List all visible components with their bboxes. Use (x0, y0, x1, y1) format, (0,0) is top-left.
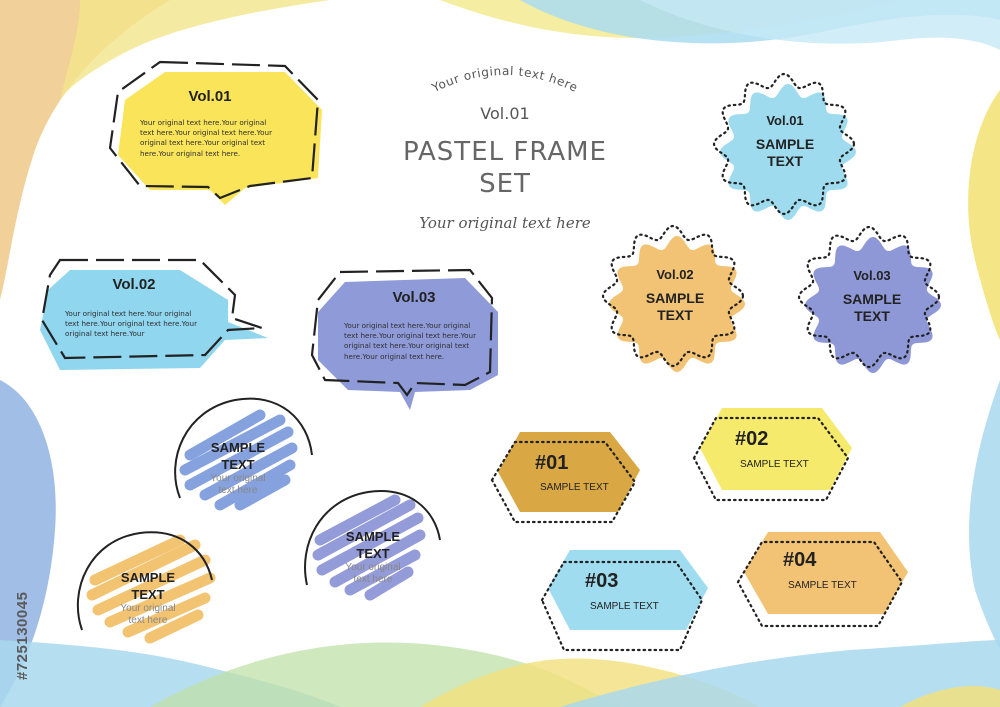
hexagon-2 (694, 408, 852, 500)
hexagon-3-label: SAMPLE TEXT (590, 601, 659, 612)
badge-3-line2: TEXT (854, 308, 890, 324)
hexagon-2-label: SAMPLE TEXT (740, 459, 809, 470)
page-title-line2: SET (479, 169, 531, 199)
hexagon-4-number: #04 (783, 549, 817, 571)
hexagon-4 (738, 532, 908, 626)
badge-3-vol: Vol.03 (853, 268, 891, 283)
badge-1-vol: Vol.01 (766, 113, 804, 128)
title-vol: Vol.01 (480, 104, 530, 123)
speech-bubble-3-vol: Vol.03 (392, 289, 436, 306)
speech-bubble-1-vol: Vol.01 (188, 88, 232, 105)
scribble-1-sub1: Your original (210, 473, 266, 484)
scribble-1-text (188, 439, 288, 497)
badge-2-line2: TEXT (657, 307, 693, 323)
scribble-3-text (98, 569, 198, 627)
badge-3-text (827, 267, 917, 325)
badge-1-text (740, 112, 830, 170)
speech-bubble-3-body: Your original text here.Your original text here.Your original text here.Your original text here.Your original text here.Your original text here. (344, 321, 477, 361)
scribble-3-sub2: text here (128, 615, 168, 626)
badge-2-text (630, 266, 720, 324)
hexagon-1-number: #01 (535, 452, 569, 474)
badge-2-vol: Vol.02 (656, 267, 694, 282)
scribble-1-line1: SAMPLE (210, 440, 266, 455)
hexagon-1 (492, 432, 640, 522)
scribble-2-line2: TEXT (356, 546, 390, 561)
hexagon-4-label: SAMPLE TEXT (788, 580, 857, 591)
page-title-line1: PASTEL FRAME (403, 137, 607, 167)
scribble-3-sub1: Your original (120, 603, 176, 614)
title-arc-text (429, 64, 580, 95)
scribble-2-line1: SAMPLE (345, 529, 401, 544)
hexagon-2-fill (700, 408, 852, 490)
speech-bubble-2-vol: Vol.02 (112, 276, 156, 293)
speech-bubble-2-body: Your original text here.Your original text here.Your original text here.Your original text here.Your (65, 309, 198, 339)
scribble-3-line1: SAMPLE (120, 570, 176, 585)
hexagon-1-fill (498, 432, 640, 512)
badge-1-line1: SAMPLE (755, 136, 815, 152)
scribble-2-sub2: text here (353, 574, 393, 585)
scribble-2-sub1: Your original (345, 562, 401, 573)
hexagon-1-label: SAMPLE TEXT (540, 482, 609, 493)
badge-1-line2: TEXT (767, 153, 803, 169)
title-script-text: Your original text here (419, 214, 591, 232)
hexagon-4-fill (744, 532, 908, 614)
title-arc-textpath: Your original text here (429, 63, 581, 95)
speech-bubble-1-body: Your original text here.Your original text here.Your original text here.Your original text here.Your original text here.Your original text here. (140, 118, 273, 158)
hexagon-3-number: #03 (585, 570, 619, 592)
scribble-1-line2: TEXT (221, 457, 255, 472)
page-title (380, 136, 630, 200)
badge-2-line1: SAMPLE (645, 290, 705, 306)
badge-3-line1: SAMPLE (842, 291, 902, 307)
scribble-3-line2: TEXT (131, 587, 165, 602)
hexagon-2-number: #02 (735, 428, 769, 450)
hexagon-3 (542, 550, 708, 650)
watermark-stock-id: #725130045 (14, 591, 31, 680)
scribble-1-sub2: text here (218, 485, 258, 496)
scribble-2-text (323, 528, 423, 586)
